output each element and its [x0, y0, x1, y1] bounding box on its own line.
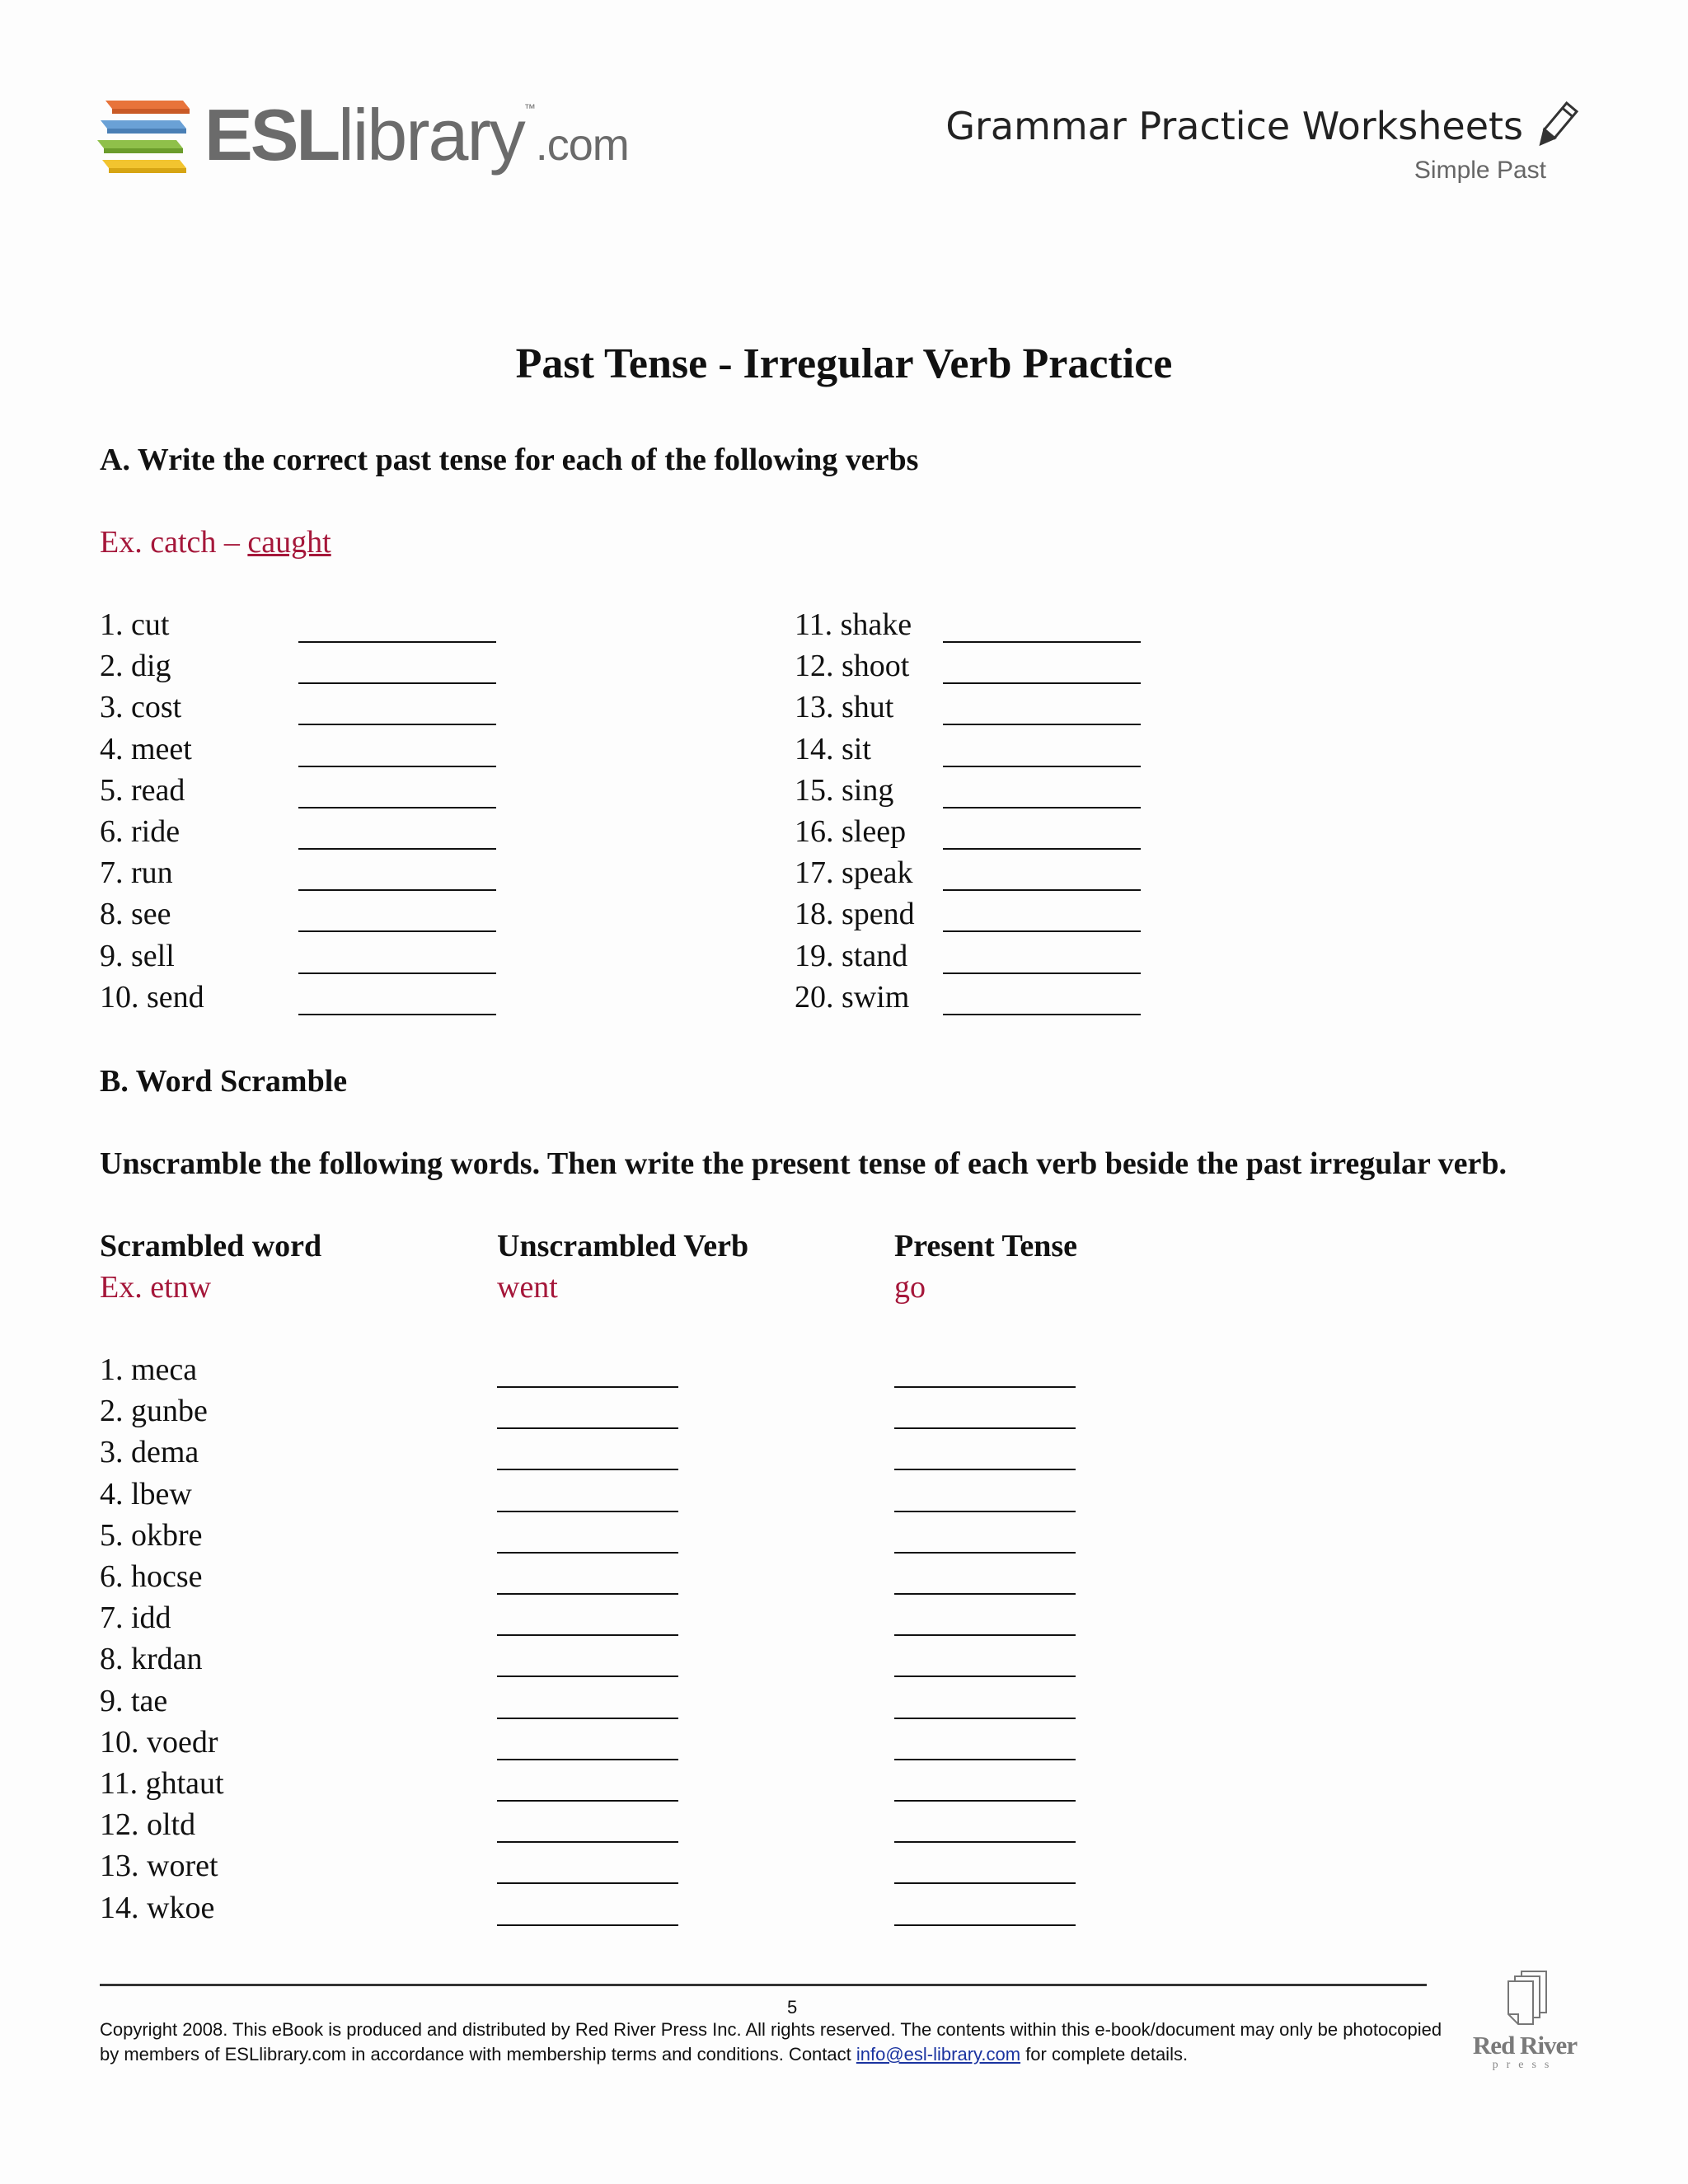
logo-domain: .com [535, 120, 629, 170]
pencil-icon [1533, 101, 1581, 152]
header-subtitle: Simple Past [1414, 157, 1546, 184]
document-stack-icon [1467, 1966, 1582, 2032]
esl-library-logo [97, 94, 629, 196]
verb-item-17-answer-blank[interactable] [943, 889, 1141, 891]
example-answer: caught [247, 525, 331, 560]
section-b-heading: B. Word Scramble [100, 1064, 348, 1099]
verb-item-1-answer-blank[interactable] [298, 641, 496, 643]
scramble-item-12-answer-blank[interactable] [497, 1841, 678, 1843]
verb-item-10-label: 10. send [100, 979, 204, 1015]
scramble-item-8-label: 8. krdan [100, 1642, 203, 1677]
verb-item-9-label: 9. sell [100, 938, 175, 973]
scramble-item-7-present-blank[interactable] [894, 1634, 1076, 1636]
scramble-item-14-present-blank[interactable] [894, 1924, 1076, 1926]
scramble-item-14-answer-blank[interactable] [497, 1924, 678, 1926]
scramble-item-10-present-blank[interactable] [894, 1759, 1076, 1760]
scramble-item-2-present-blank[interactable] [894, 1427, 1076, 1429]
scramble-item-6-present-blank[interactable] [894, 1593, 1076, 1595]
books-icon [97, 97, 196, 190]
section-a-example [100, 524, 331, 560]
scramble-item-11-label: 11. ghtaut [100, 1766, 224, 1801]
verb-item-19-answer-blank[interactable] [943, 972, 1141, 974]
example-prefix: Ex. catch – [100, 525, 248, 560]
verb-item-15-answer-blank[interactable] [943, 807, 1141, 808]
scramble-item-8-answer-blank[interactable] [497, 1675, 678, 1677]
verb-item-14-answer-blank[interactable] [943, 766, 1141, 767]
scramble-item-9-label: 9. tae [100, 1683, 168, 1718]
verb-item-11-label: 11. shake [795, 607, 912, 642]
scramble-item-10-label: 10. voedr [100, 1724, 218, 1760]
logo-library: library [338, 94, 524, 176]
scramble-item-4-label: 4. lbew [100, 1476, 192, 1511]
header-title-text: Grammar Practice Worksheets [945, 104, 1523, 148]
scramble-item-13-answer-blank[interactable] [497, 1882, 678, 1884]
scramble-item-11-present-blank[interactable] [894, 1800, 1076, 1802]
scramble-item-4-present-blank[interactable] [894, 1511, 1076, 1512]
verb-item-3-answer-blank[interactable] [298, 724, 496, 725]
verb-item-17-label: 17. speak [795, 855, 913, 891]
example-scrambled: Ex. etnw [100, 1270, 212, 1305]
scramble-item-7-answer-blank[interactable] [497, 1634, 678, 1636]
scramble-item-13-label: 13. woret [100, 1849, 218, 1884]
scramble-item-2-answer-blank[interactable] [497, 1427, 678, 1429]
scramble-item-2-label: 2. gunbe [100, 1394, 208, 1429]
page-number: 5 [787, 1997, 798, 2018]
verb-item-1-label: 1. cut [100, 607, 170, 642]
verb-item-20-answer-blank[interactable] [943, 1014, 1141, 1015]
verb-item-12-answer-blank[interactable] [943, 682, 1141, 684]
scramble-item-8-present-blank[interactable] [894, 1675, 1076, 1677]
verb-item-13-answer-blank[interactable] [943, 724, 1141, 725]
scramble-item-4-answer-blank[interactable] [497, 1511, 678, 1512]
scramble-item-12-label: 12. oltd [100, 1807, 196, 1843]
verb-item-10-answer-blank[interactable] [298, 1014, 496, 1015]
column-header-scrambled: Scrambled word [100, 1229, 322, 1263]
scramble-item-3-label: 3. dema [100, 1435, 199, 1470]
section-b-instructions: Unscramble the following words. Then write the present tense of each verb beside the past irregular verb. [100, 1146, 1507, 1181]
scramble-item-6-label: 6. hocse [100, 1559, 203, 1594]
section-a-heading: A. Write the correct past tense for each of the following verbs [100, 443, 919, 477]
verb-item-2-answer-blank[interactable] [298, 682, 496, 684]
verb-item-18-label: 18. spend [795, 897, 915, 932]
page-title: Past Tense - Irregular Verb Practice [515, 340, 1173, 387]
verb-item-20-label: 20. swim [795, 979, 910, 1015]
verb-item-8-answer-blank[interactable] [298, 930, 496, 932]
verb-item-7-label: 7. run [100, 855, 173, 891]
verb-item-4-answer-blank[interactable] [298, 766, 496, 767]
scramble-item-5-label: 5. okbre [100, 1517, 203, 1553]
scramble-item-9-present-blank[interactable] [894, 1718, 1076, 1719]
scramble-item-3-present-blank[interactable] [894, 1469, 1076, 1470]
example-unscrambled: went [497, 1270, 558, 1305]
publisher-sub: press [1492, 2059, 1558, 2071]
logo-trademark: ™ [523, 101, 536, 115]
scramble-item-13-present-blank[interactable] [894, 1882, 1076, 1884]
scramble-item-14-label: 14. wkoe [100, 1890, 215, 1925]
verb-item-6-answer-blank[interactable] [298, 848, 496, 850]
copyright-end: for complete details. [1020, 2044, 1189, 2064]
verb-item-15-label: 15. sing [795, 772, 894, 808]
example-present: go [894, 1270, 926, 1305]
header-title [945, 101, 1581, 152]
verb-item-6-label: 6. ride [100, 814, 181, 849]
verb-item-5-answer-blank[interactable] [298, 807, 496, 808]
scramble-item-1-label: 1. meca [100, 1352, 198, 1387]
red-river-press-logo [1467, 1966, 1582, 2074]
scramble-item-1-answer-blank[interactable] [497, 1386, 678, 1388]
scramble-item-1-present-blank[interactable] [894, 1386, 1076, 1388]
scramble-item-12-present-blank[interactable] [894, 1841, 1076, 1843]
verb-item-12-label: 12. shoot [795, 649, 910, 684]
verb-item-3-label: 3. cost [100, 690, 182, 725]
contact-email-link[interactable]: info@esl-library.com [856, 2044, 1021, 2064]
verb-item-14-label: 14. sit [795, 731, 871, 766]
verb-item-19-label: 19. stand [795, 938, 908, 973]
column-header-unscrambled: Unscrambled Verb [497, 1229, 749, 1263]
copyright-notice [100, 2018, 1451, 2067]
verb-item-5-label: 5. read [100, 772, 185, 808]
scramble-item-10-answer-blank[interactable] [497, 1759, 678, 1760]
verb-item-11-answer-blank[interactable] [943, 641, 1141, 643]
column-header-present: Present Tense [894, 1229, 1078, 1263]
verb-item-9-answer-blank[interactable] [298, 972, 496, 974]
copyright-text: Copyright 2008. This eBook is produced and distributed by Red River Press Inc. All rights reserved. The contents within this e-book/document may only be photocopied by members of ESLlibrary.com in accordance with membership terms and conditions. Contact [100, 2019, 1442, 2064]
logo-brand: ESL [204, 94, 339, 176]
scramble-item-9-answer-blank[interactable] [497, 1718, 678, 1719]
footer-divider [100, 1984, 1427, 1986]
verb-item-4-label: 4. meet [100, 731, 192, 766]
publisher-name: Red River [1472, 2031, 1578, 2060]
verb-item-7-answer-blank[interactable] [298, 889, 496, 891]
verb-item-16-answer-blank[interactable] [943, 848, 1141, 850]
scramble-item-11-answer-blank[interactable] [497, 1800, 678, 1802]
verb-item-18-answer-blank[interactable] [943, 930, 1141, 932]
verb-item-13-label: 13. shut [795, 690, 894, 725]
scramble-item-5-answer-blank[interactable] [497, 1552, 678, 1554]
verb-item-2-label: 2. dig [100, 649, 171, 684]
scramble-item-3-answer-blank[interactable] [497, 1469, 678, 1470]
scramble-item-5-present-blank[interactable] [894, 1552, 1076, 1554]
verb-item-8-label: 8. see [100, 897, 171, 932]
scramble-item-7-label: 7. idd [100, 1601, 171, 1636]
scramble-item-6-answer-blank[interactable] [497, 1593, 678, 1595]
verb-item-16-label: 16. sleep [795, 814, 907, 849]
